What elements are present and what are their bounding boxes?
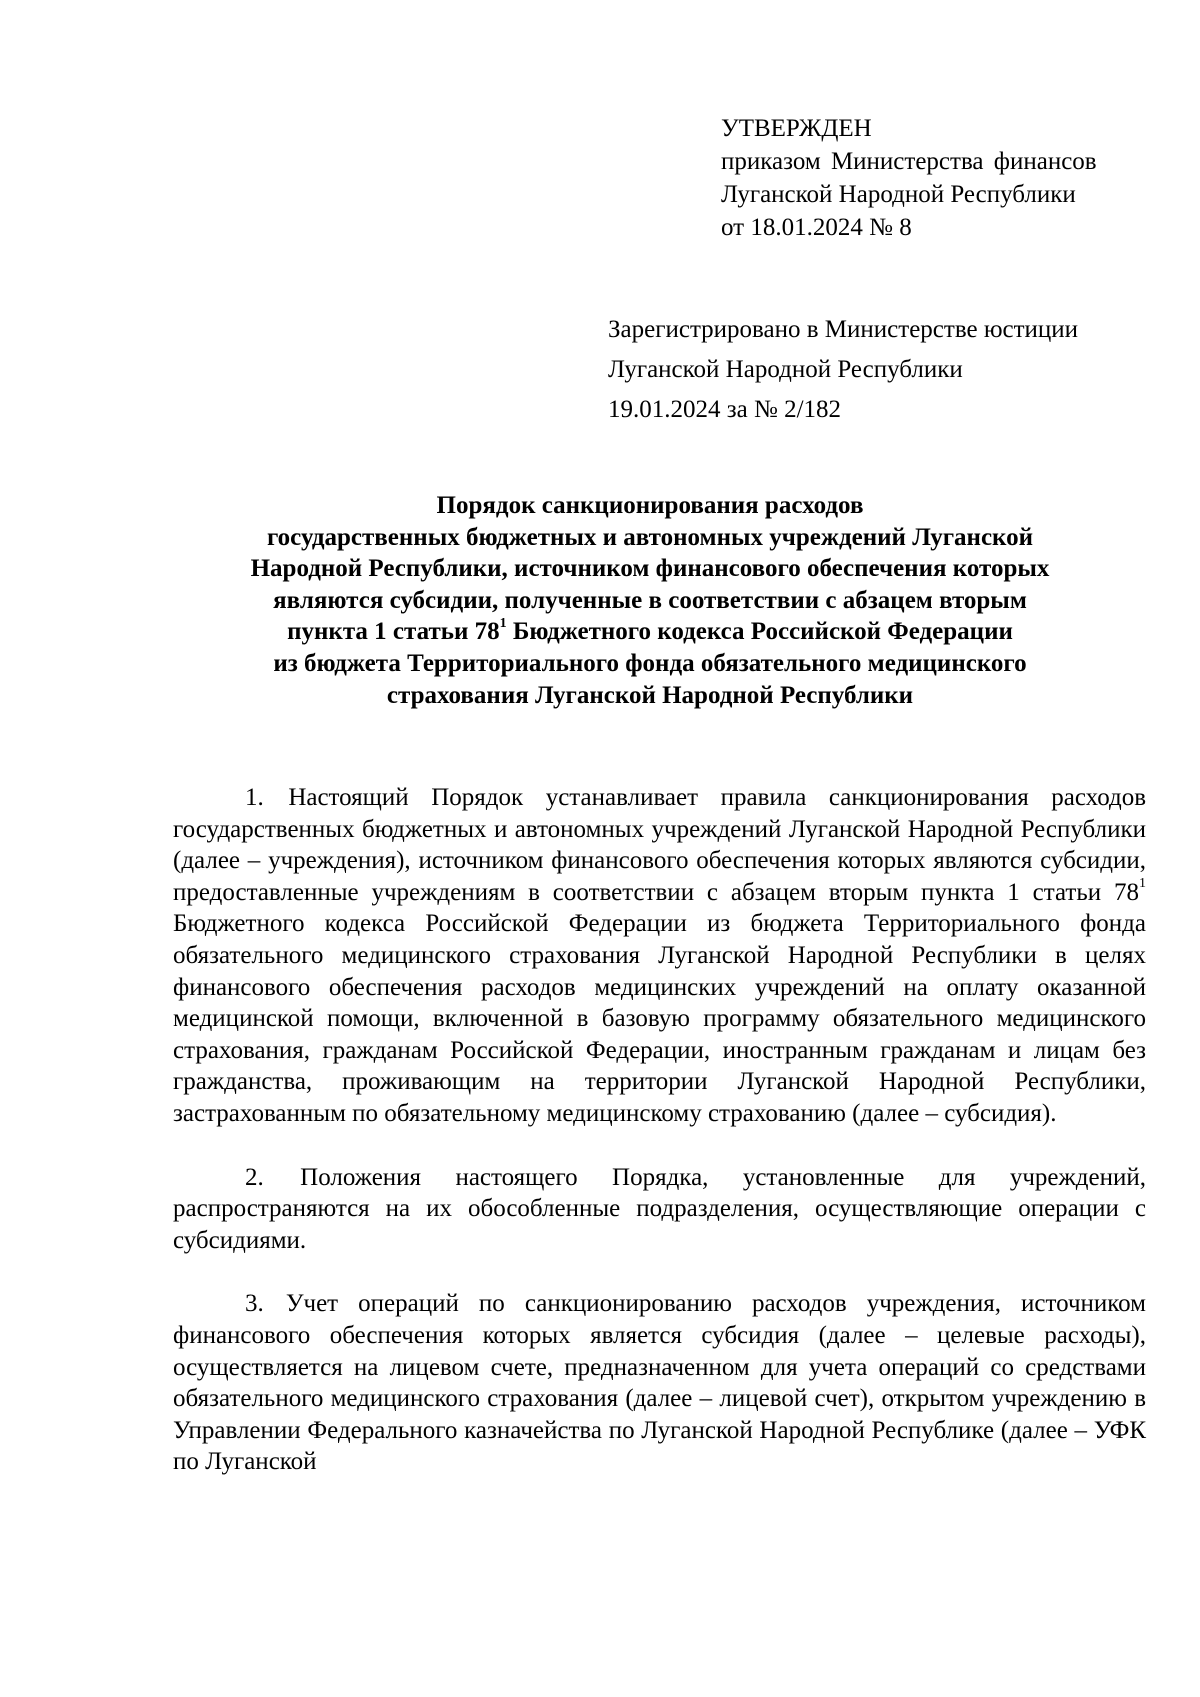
- title-line: государственных бюджетных и автономных учреждений Луганской: [266, 523, 1034, 551]
- registration-ministry-line: Зарегистрировано в Министерстве юстиции: [608, 316, 1079, 343]
- paragraph-text: Положения настоящего Порядка, установленные для учреждений, распространяются на их обособленные подразделения, осуществляющие операции с субсидиями.: [173, 1163, 1146, 1254]
- registration-republic-line: Луганской Народной Республики: [608, 356, 963, 383]
- approval-block: [721, 112, 1161, 244]
- approval-order-line: приказом Министерства финансов: [721, 148, 1097, 175]
- title-superscript: 1: [499, 616, 507, 632]
- paragraph-text: Учет операций по санкционированию расходов учреждения, источником финансового обеспечения которых является субсидия (далее – целевые расходы), осуществляется на лицевом счете, предназначенном для учета операций со средствами обязательного медицинского страхования (далее – лицевой счет), открытом учреждению в Управлении Федерального казначейства по Луганской Народной Республике (далее – УФК по Луганской: [173, 1290, 1147, 1476]
- title-line: Народной Республики, источником финансового обеспечения которых: [250, 555, 1050, 583]
- title-line: страхования Луганской Народной Республики: [386, 681, 914, 709]
- title-text: пункта 1 статьи 78: [287, 618, 500, 646]
- paragraph-1: [173, 782, 1146, 1130]
- title-line: из бюджета Территориального фонда обязательного медицинского: [273, 649, 1027, 677]
- approval-republic-line: Луганской Народной Республики: [721, 181, 1076, 208]
- document-body: [173, 782, 1146, 1510]
- approval-date-line: от 18.01.2024 № 8: [721, 214, 912, 241]
- approval-heading: УТВЕРЖДЕН: [721, 115, 872, 142]
- paragraph-3: [173, 1288, 1146, 1478]
- registration-block: [608, 310, 1168, 430]
- title-line: Порядок санкционирования расходов: [436, 492, 864, 519]
- paragraph-number: 1.: [245, 784, 264, 811]
- registration-date-line: 19.01.2024 за № 2/182: [608, 396, 842, 423]
- document-title: [170, 490, 1130, 711]
- paragraph-text: Бюджетного кодекса Российской Федерации из бюджета Территориального фонда обязательного медицинского страхования Луганской Народной Республики в целях финансового обеспечения расходов медицинских учреждений на оплату оказанной медицинской помощи, включенной в базовую программу обязательного медицинского страхования, гражданам Российской Федерации, иностранным гражданам и лицам без гражданства, проживающим на территории Луганской Народной Республики, застрахованным по обязательному медицинскому страхованию (далее – субсидия).: [173, 910, 1146, 1127]
- title-line: [170, 616, 1130, 648]
- paragraph-number: 2.: [245, 1163, 264, 1191]
- paragraph-number: 3.: [245, 1290, 264, 1318]
- title-text: Бюджетного кодекса Российской Федерации: [506, 618, 1013, 646]
- paragraph-2: [173, 1162, 1146, 1257]
- title-line: являются субсидии, полученные в соответствии с абзацем вторым: [273, 586, 1027, 614]
- paragraph-text: Настоящий Порядок устанавливает правила санкционирования расходов государственных бюджетных и автономных учреждений Луганской Народной Республики (далее – учреждения), источником финансового обеспечения которых являются субсидии, предоставленные учреждениям в соответствии с абзацем вторым пункта 1 статьи 78: [173, 784, 1147, 906]
- paragraph-superscript: 1: [1139, 876, 1146, 892]
